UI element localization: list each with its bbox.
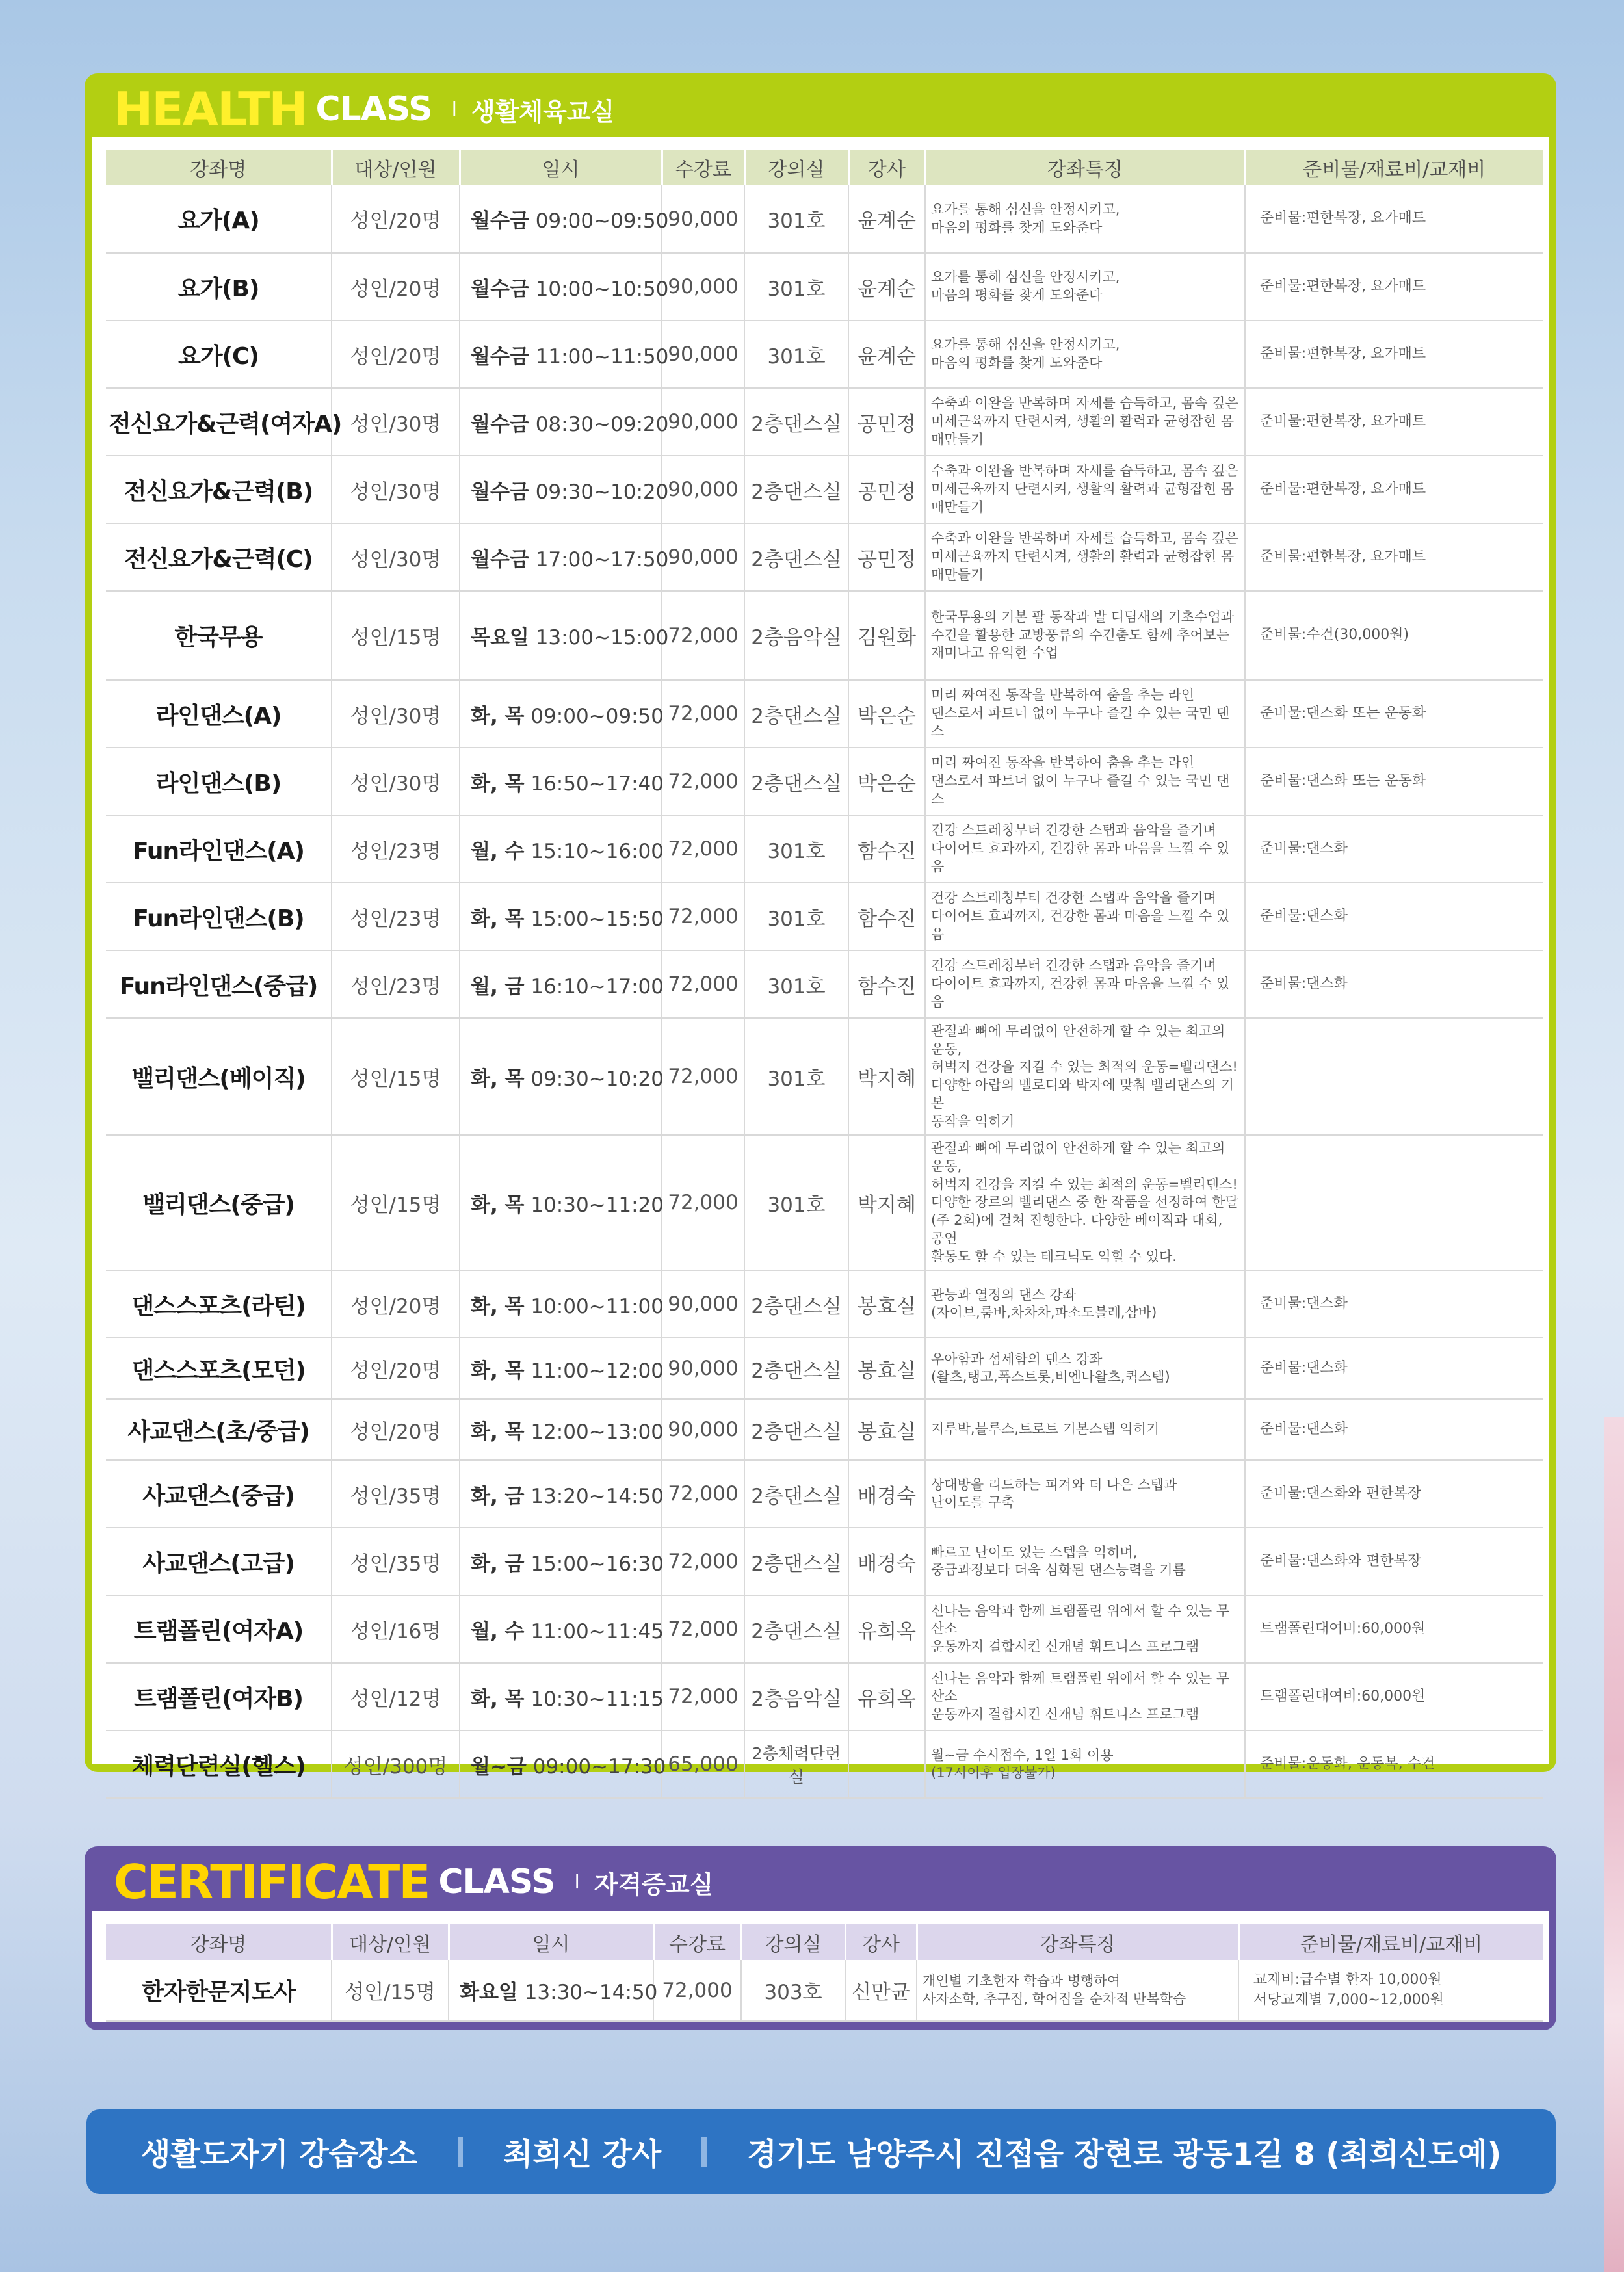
course-supplies: 준비물:편한복장, 요가매트: [1245, 388, 1543, 456]
table-row: [106, 320, 1543, 388]
course-name: 한자한문지도사: [106, 1960, 332, 2021]
course-schedule: [460, 1730, 666, 1798]
course-target: 성인/30명: [332, 680, 460, 748]
course-name: 밸리댄스(베이직): [106, 1018, 332, 1135]
course-description: 지루박,블루스,트로트 기본스텝 익히기: [925, 1399, 1245, 1460]
course-target: 성인/20명: [332, 1270, 460, 1338]
table-row: [106, 1663, 1543, 1730]
course-fee: 65,000: [662, 1730, 744, 1798]
course-fee: 90,000: [662, 1338, 744, 1399]
table-row: [106, 591, 1543, 680]
course-time: 13:20~14:50: [530, 1484, 664, 1508]
footer-address: 경기도 남양주시 진접읍 장현로 광동1길 8 (최희신도예): [747, 2136, 1502, 2173]
column-header: 준비물/재료비/교재비: [1245, 150, 1543, 185]
course-description: 요가를 통해 심신을 안정시키고, 마음의 평화를 찾게 도와준다: [925, 185, 1245, 253]
course-supplies: 준비물:댄스화: [1245, 1338, 1543, 1399]
table-row: [106, 748, 1543, 815]
table-row: [106, 1135, 1543, 1270]
course-days: 월수금: [471, 345, 529, 369]
course-name: 밸리댄스(중급): [106, 1135, 332, 1270]
course-teacher: 김원화: [848, 591, 925, 680]
health-table-header: [106, 150, 1543, 185]
column-header: 수강료: [653, 1924, 741, 1960]
course-room: 2층음악실: [744, 591, 848, 680]
course-fee: 90,000: [662, 388, 744, 456]
course-days: 월수금: [471, 209, 529, 233]
course-name: 트램폴린(여자B): [106, 1663, 332, 1730]
course-time: 11:00~11:50: [535, 345, 669, 369]
course-fee: 90,000: [662, 456, 744, 523]
course-teacher: 배경숙: [848, 1460, 925, 1528]
course-target: 성인/20명: [332, 253, 460, 320]
course-name: 트램폴린(여자A): [106, 1595, 332, 1663]
course-schedule: [460, 1460, 662, 1528]
course-teacher: 공민정: [848, 456, 925, 523]
certificate-table-container: [92, 1911, 1549, 2022]
certificate-title-sub: 자격증교실: [594, 1870, 714, 1899]
course-room: 301호: [744, 883, 848, 950]
course-supplies: 준비물:편한복장, 요가매트: [1245, 456, 1543, 523]
course-target: 성인/23명: [332, 815, 460, 883]
pottery-class-footer-banner: [86, 2109, 1556, 2194]
course-supplies: 준비물:댄스화: [1245, 1399, 1543, 1460]
course-teacher: 유희옥: [848, 1595, 925, 1663]
course-time: 16:10~17:00: [530, 974, 664, 999]
course-time: 13:30~14:50: [524, 1981, 658, 2004]
table-row: [106, 815, 1543, 883]
course-schedule: [460, 950, 662, 1018]
course-time: 09:30~10:20: [530, 1067, 664, 1091]
course-days: 화, 목: [471, 1193, 525, 1217]
course-teacher: 배경숙: [848, 1528, 925, 1595]
column-header: 강사: [848, 150, 925, 185]
course-time: 09:00~09:50: [535, 209, 669, 233]
course-time: 08:30~09:20: [535, 412, 669, 436]
course-room: 2층댄스실: [744, 1595, 848, 1663]
table-row: [106, 950, 1543, 1018]
course-fee: 72,000: [662, 1528, 744, 1595]
course-room: 2층댄스실: [744, 523, 848, 591]
table-row: [106, 1018, 1543, 1135]
course-room: 2층댄스실: [744, 1460, 848, 1528]
course-time: 09:00~17:30: [532, 1755, 666, 1779]
course-days: 월수금: [471, 480, 529, 504]
course-target: 성인/30명: [332, 388, 460, 456]
course-fee: 90,000: [662, 1399, 744, 1460]
course-supplies: [1245, 1135, 1543, 1270]
course-target: 성인/23명: [332, 950, 460, 1018]
column-header: 강사: [845, 1924, 917, 1960]
course-teacher: 박지혜: [848, 1135, 925, 1270]
footer-divider: [701, 2137, 707, 2167]
course-target: 성인/20명: [332, 185, 460, 253]
column-header: 강좌특징: [917, 1924, 1238, 1960]
certificate-class-table: [106, 1924, 1543, 2022]
course-days: 화, 목: [471, 1067, 525, 1091]
course-room: 301호: [744, 950, 848, 1018]
course-schedule: [460, 680, 662, 748]
course-schedule: [460, 1270, 662, 1338]
course-schedule: [460, 883, 662, 950]
course-room: 2층댄스실: [744, 1399, 848, 1460]
column-header: 강의실: [741, 1924, 845, 1960]
course-name: 요가(B): [106, 253, 332, 320]
course-time: 15:00~15:50: [530, 907, 664, 931]
course-days: 화, 목: [471, 1359, 525, 1383]
course-teacher: 봉효실: [848, 1338, 925, 1399]
course-schedule: [460, 1595, 662, 1663]
health-title-big: HEALTH: [114, 82, 307, 137]
course-days: 월~금: [471, 1755, 527, 1779]
course-time: 10:00~11:00: [530, 1294, 664, 1318]
course-description: 수축과 이완을 반복하며 자세를 습득하고, 몸속 깊은 미세근육까지 단련시켜, 생활의 활력과 균형잡힌 몸매만들기: [925, 456, 1245, 523]
course-name: 사교댄스(고급): [106, 1528, 332, 1595]
course-name: 라인댄스(A): [106, 680, 332, 748]
certificate-title-big: CERTIFICATE: [114, 1855, 430, 1909]
health-class-table: [106, 150, 1543, 1799]
course-description: 요가를 통해 심신을 안정시키고, 마음의 평화를 찾게 도와준다: [925, 253, 1245, 320]
course-teacher: 봉효실: [848, 1399, 925, 1460]
course-target: 성인/15명: [332, 591, 460, 680]
course-teacher: 윤계순: [848, 253, 925, 320]
course-time: 13:00~15:00: [535, 626, 669, 649]
course-supplies: 준비물:댄스화와 편한복장: [1245, 1528, 1543, 1595]
course-name: 전신요가&근력(C): [106, 523, 332, 591]
table-row: [106, 185, 1543, 253]
course-teacher: 유희옥: [848, 1663, 925, 1730]
course-schedule: [460, 388, 669, 456]
course-room: 301호: [744, 253, 848, 320]
course-supplies: 준비물:댄스화 또는 운동화: [1245, 748, 1543, 815]
course-target: 성인/15명: [332, 1018, 460, 1135]
course-description: 건강 스트레칭부터 건강한 스탭과 음악을 즐기며 다이어트 효과까지, 건강한 몸과 마음을 느낄 수 있음: [925, 815, 1245, 883]
course-schedule: [460, 1018, 662, 1135]
course-room: 301호: [744, 1135, 848, 1270]
course-description: 수축과 이완을 반복하며 자세를 습득하고, 몸속 깊은 미세근육까지 단련시켜, 생활의 활력과 균형잡힌 몸매만들기: [925, 523, 1245, 591]
table-row: [106, 1730, 1543, 1798]
table-row: [106, 1338, 1543, 1399]
course-room: 2층댄스실: [744, 1270, 848, 1338]
course-days: 월, 수: [471, 1619, 525, 1643]
course-name: 사교댄스(초/중급): [106, 1399, 332, 1460]
course-supplies: 준비물:수건(30,000원): [1245, 591, 1543, 680]
course-name: 전신요가&근력(B): [106, 456, 332, 523]
column-header: 준비물/재료비/교재비: [1238, 1924, 1543, 1960]
course-fee: 90,000: [662, 253, 744, 320]
course-name: 라인댄스(B): [106, 748, 332, 815]
course-description: 빠르고 난이도 있는 스텝을 익히며, 중급과정보다 더욱 심화된 댄스능력을 기름: [925, 1528, 1245, 1595]
course-days: 화, 목: [471, 1294, 525, 1318]
course-target: 성인/30명: [332, 456, 460, 523]
certificate-class-title: [114, 1853, 713, 1911]
course-name: Fun라인댄스(중급): [106, 950, 332, 1018]
course-days: 월, 수: [471, 839, 525, 863]
course-description: 건강 스트레칭부터 건강한 스탭과 음악을 즐기며 다이어트 효과까지, 건강한 몸과 마음을 느낄 수 있음: [925, 883, 1245, 950]
course-room: 301호: [744, 320, 848, 388]
course-days: 목요일: [471, 626, 529, 649]
course-schedule: [449, 1960, 658, 2021]
course-fee: 72,000: [662, 591, 744, 680]
course-teacher: 윤계순: [848, 185, 925, 253]
course-fee: 72,000: [662, 1663, 744, 1730]
course-supplies: 트램폴린대여비:60,000원: [1245, 1595, 1543, 1663]
course-supplies: 준비물:편한복장, 요가매트: [1245, 320, 1543, 388]
course-fee: 90,000: [662, 185, 744, 253]
course-days: 월, 금: [471, 974, 525, 999]
health-table-body: [106, 185, 1543, 1798]
course-time: 09:00~09:50: [530, 704, 664, 728]
health-title-separator: l: [451, 98, 457, 121]
course-target: 성인/20명: [332, 1338, 460, 1399]
course-target: 성인/20명: [332, 1399, 460, 1460]
course-teacher: 신만균: [845, 1960, 917, 2021]
health-class-title: [114, 80, 614, 138]
course-name: Fun라인댄스(A): [106, 815, 332, 883]
course-days: 화, 금: [471, 1484, 525, 1508]
table-row: [106, 1595, 1543, 1663]
course-supplies: 준비물:편한복장, 요가매트: [1245, 253, 1543, 320]
course-days: 화, 금: [471, 1552, 525, 1576]
table-row: [106, 1528, 1543, 1595]
course-schedule: [460, 1663, 662, 1730]
course-teacher: 박지혜: [848, 1018, 925, 1135]
course-days: 화, 목: [471, 1687, 525, 1711]
certificate-title-class: CLASS: [438, 1862, 555, 1901]
course-target: 성인/15명: [332, 1960, 449, 2021]
course-time: 15:10~16:00: [530, 839, 664, 863]
course-schedule: [460, 456, 669, 523]
course-time: 11:00~11:45: [530, 1619, 664, 1643]
course-target: 성인/30명: [332, 748, 460, 815]
course-description: 신나는 음악과 함께 트램폴린 위에서 할 수 있는 무산소 운동까지 결합시킨 신개념 휘트니스 프로그램: [925, 1663, 1245, 1730]
table-row: [106, 1960, 1543, 2021]
course-description: 수축과 이완을 반복하며 자세를 습득하고, 몸속 깊은 미세근육까지 단련시켜, 생활의 활력과 균형잡힌 몸매만들기: [925, 388, 1245, 456]
course-target: 성인/12명: [332, 1663, 460, 1730]
course-fee: 72,000: [662, 1135, 744, 1270]
footer-divider: [458, 2137, 463, 2167]
course-target: 성인/23명: [332, 883, 460, 950]
column-header: 강의실: [744, 150, 848, 185]
course-supplies: 교재비:급수별 한자 10,000원 서당교재별 7,000~12,000원: [1238, 1960, 1543, 2021]
course-description: 개인별 기초한자 학습과 병행하여 사자소학, 추구집, 학어집을 순차적 반복학습: [917, 1960, 1238, 2021]
course-schedule: [460, 1528, 662, 1595]
course-fee: 72,000: [662, 815, 744, 883]
course-fee: 72,000: [662, 1595, 744, 1663]
course-schedule: [460, 1338, 662, 1399]
table-row: [106, 1270, 1543, 1338]
course-room: 2층댄스실: [744, 1338, 848, 1399]
course-fee: 72,000: [662, 1460, 744, 1528]
course-time: 10:30~11:15: [530, 1687, 664, 1711]
column-header: 일시: [460, 150, 662, 185]
course-supplies: 준비물:댄스화: [1245, 950, 1543, 1018]
course-name: 요가(C): [106, 320, 332, 388]
course-days: 월수금: [471, 547, 529, 571]
course-description: 신나는 음악과 함께 트램폴린 위에서 할 수 있는 무산소 운동까지 결합시킨 신개념 휘트니스 프로그램: [925, 1595, 1245, 1663]
course-target: 성인/16명: [332, 1595, 460, 1663]
course-name: 댄스스포츠(라틴): [106, 1270, 332, 1338]
course-description: 관능과 열정의 댄스 강좌 (자이브,룸바,차차차,파소도블레,삼바): [925, 1270, 1245, 1338]
column-header: 대상/인원: [332, 150, 460, 185]
column-header: 강좌특징: [925, 150, 1245, 185]
course-schedule: [460, 523, 669, 591]
course-target: 성인/20명: [332, 320, 460, 388]
course-time: 15:00~16:30: [530, 1552, 664, 1576]
course-description: 건강 스트레칭부터 건강한 스탭과 음악을 즐기며 다이어트 효과까지, 건강한 몸과 마음을 느낄 수 있음: [925, 950, 1245, 1018]
footer-location-label: 생활도자기 강습장소: [140, 2136, 417, 2173]
course-schedule: [460, 185, 669, 253]
course-name: Fun라인댄스(B): [106, 883, 332, 950]
course-target: 성인/15명: [332, 1135, 460, 1270]
course-schedule: [460, 748, 662, 815]
course-description: 미리 짜여진 동작을 반복하여 춤을 추는 라인 댄스로서 파트너 없이 누구나 즐길 수 있는 국민 댄스: [925, 748, 1245, 815]
certificate-title-separator: l: [574, 1870, 580, 1894]
course-description: 월~금 수시접수, 1일 1회 이용 (17시이후 입장불가): [925, 1730, 1245, 1798]
certificate-table-header: [106, 1924, 1543, 1960]
course-name: 사교댄스(중급): [106, 1460, 332, 1528]
course-target: 성인/300명: [332, 1730, 460, 1798]
course-schedule: [460, 253, 669, 320]
table-row: [106, 1399, 1543, 1460]
column-header: 강좌명: [106, 1924, 332, 1960]
course-description: 상대방을 리드하는 피겨와 더 나은 스텝과 난이도를 구축: [925, 1460, 1245, 1528]
course-name: 요가(A): [106, 185, 332, 253]
course-name: 체력단련실(헬스): [106, 1730, 332, 1798]
course-teacher: 윤계순: [848, 320, 925, 388]
column-header: 강좌명: [106, 150, 332, 185]
course-description: 요가를 통해 심신을 안정시키고, 마음의 평화를 찾게 도와준다: [925, 320, 1245, 388]
course-fee: 72,000: [662, 748, 744, 815]
course-room: 301호: [744, 1018, 848, 1135]
course-supplies: 준비물:댄스화: [1245, 1270, 1543, 1338]
course-room: 2층음악실: [744, 1663, 848, 1730]
course-description: 관절과 뼈에 무리없이 안전하게 할 수 있는 최고의 운동, 허벅지 건강을 지킬 수 있는 최적의 운동=벨리댄스! 다양한 아랍의 멜로디와 박자에 맞춰 벨리댄스의 기본 동작을 익히기: [925, 1018, 1245, 1135]
course-schedule: [460, 815, 662, 883]
course-teacher: 공민정: [848, 388, 925, 456]
course-teacher: 함수진: [848, 883, 925, 950]
health-title-class: CLASS: [315, 90, 432, 129]
course-supplies: 트램폴린대여비:60,000원: [1245, 1663, 1543, 1730]
course-target: 성인/30명: [332, 523, 460, 591]
health-title-sub: 생활체육교실: [471, 97, 615, 126]
table-row: [106, 883, 1543, 950]
course-teacher: 함수진: [848, 815, 925, 883]
course-name: 전신요가&근력(여자A): [106, 388, 332, 456]
course-supplies: [1245, 1018, 1543, 1135]
course-time: 10:00~10:50: [535, 277, 669, 301]
course-schedule: [460, 591, 669, 680]
course-time: 16:50~17:40: [530, 772, 664, 796]
course-room: 2층댄스실: [744, 748, 848, 815]
column-header: 대상/인원: [332, 1924, 449, 1960]
column-header: 일시: [449, 1924, 653, 1960]
course-days: 월수금: [471, 412, 529, 436]
course-room: 2층댄스실: [744, 1528, 848, 1595]
course-days: 화, 목: [471, 704, 525, 728]
course-supplies: 준비물:운동화, 운동복, 수건: [1245, 1730, 1543, 1798]
course-teacher: 공민정: [848, 523, 925, 591]
course-fee: 72,000: [662, 1018, 744, 1135]
course-teacher: 박은순: [848, 748, 925, 815]
course-fee: 72,000: [662, 950, 744, 1018]
certificate-class-section: [85, 1846, 1556, 2030]
course-time: 17:00~17:50: [535, 547, 669, 571]
course-description: 한국무용의 기본 팔 동작과 발 디딤새의 기초수업과 수건을 활용한 교방풍류의 수건춤도 함께 추어보는 재미나고 유익한 수업: [925, 591, 1245, 680]
course-supplies: 준비물:편한복장, 요가매트: [1245, 185, 1543, 253]
course-schedule: [460, 1135, 662, 1270]
course-target: 성인/35명: [332, 1528, 460, 1595]
course-days: 화, 목: [471, 1420, 525, 1444]
course-room: 301호: [744, 185, 848, 253]
column-header: 수강료: [662, 150, 744, 185]
course-room: 303호: [741, 1960, 845, 2021]
course-fee: 90,000: [662, 320, 744, 388]
course-time: 11:00~12:00: [530, 1359, 664, 1383]
course-supplies: 준비물:댄스화와 편한복장: [1245, 1460, 1543, 1528]
course-name: 댄스스포츠(모던): [106, 1338, 332, 1399]
table-row: [106, 680, 1543, 748]
course-fee: 72,000: [662, 680, 744, 748]
course-name: 한국무용: [106, 591, 332, 680]
certificate-table-body: [106, 1960, 1543, 2021]
course-fee: 90,000: [662, 523, 744, 591]
table-row: [106, 388, 1543, 456]
course-description: 우아함과 섬세함의 댄스 강좌 (왈츠,탱고,폭스트롯,비엔나왈츠,퀵스텝): [925, 1338, 1245, 1399]
health-table-container: [92, 137, 1549, 1787]
course-teacher: 봉효실: [848, 1270, 925, 1338]
course-room: 2층댄스실: [744, 680, 848, 748]
course-teacher: 박은순: [848, 680, 925, 748]
course-time: 10:30~11:20: [530, 1193, 664, 1217]
course-days: 화요일: [460, 1981, 518, 2004]
course-fee: 72,000: [662, 883, 744, 950]
course-schedule: [460, 320, 669, 388]
course-target: 성인/35명: [332, 1460, 460, 1528]
course-fee: 72,000: [653, 1960, 741, 2021]
course-time: 09:30~10:20: [535, 480, 669, 504]
footer-instructor: 최희신 강사: [503, 2136, 662, 2173]
table-row: [106, 253, 1543, 320]
course-supplies: 준비물:편한복장, 요가매트: [1245, 523, 1543, 591]
course-supplies: 준비물:댄스화: [1245, 883, 1543, 950]
table-row: [106, 456, 1543, 523]
course-teacher: 함수진: [848, 950, 925, 1018]
course-days: 화, 목: [471, 772, 525, 796]
course-room: 2층댄스실: [744, 456, 848, 523]
course-fee: 90,000: [662, 1270, 744, 1338]
course-supplies: 준비물:댄스화: [1245, 815, 1543, 883]
course-room: 301호: [744, 815, 848, 883]
course-room: 2층체력단련실: [744, 1730, 848, 1798]
course-teacher: [848, 1730, 925, 1798]
course-description: 관절과 뼈에 무리없이 안전하게 할 수 있는 최고의 운동, 허벅지 건강을 지킬 수 있는 최적의 운동=벨리댄스! 다양한 장르의 벨리댄스 중 한 작품을 선정하여 한달 (주 2회)에 걸쳐 진행한다. 다양한 베이직과 대회, 공연 활동도 할 수 있는 테크닉도 익힐 수 있다.: [925, 1135, 1245, 1270]
cherry-blossom-decoration: [1604, 1417, 1624, 2272]
course-room: 2층댄스실: [744, 388, 848, 456]
course-supplies: 준비물:댄스화 또는 운동화: [1245, 680, 1543, 748]
table-row: [106, 1460, 1543, 1528]
course-time: 12:00~13:00: [530, 1420, 664, 1444]
course-description: 미리 짜여진 동작을 반복하여 춤을 추는 라인 댄스로서 파트너 없이 누구나 즐길 수 있는 국민 댄스: [925, 680, 1245, 748]
course-days: 월수금: [471, 277, 529, 301]
course-schedule: [460, 1399, 662, 1460]
course-days: 화, 목: [471, 907, 525, 931]
table-row: [106, 523, 1543, 591]
health-class-section: [85, 73, 1556, 1787]
